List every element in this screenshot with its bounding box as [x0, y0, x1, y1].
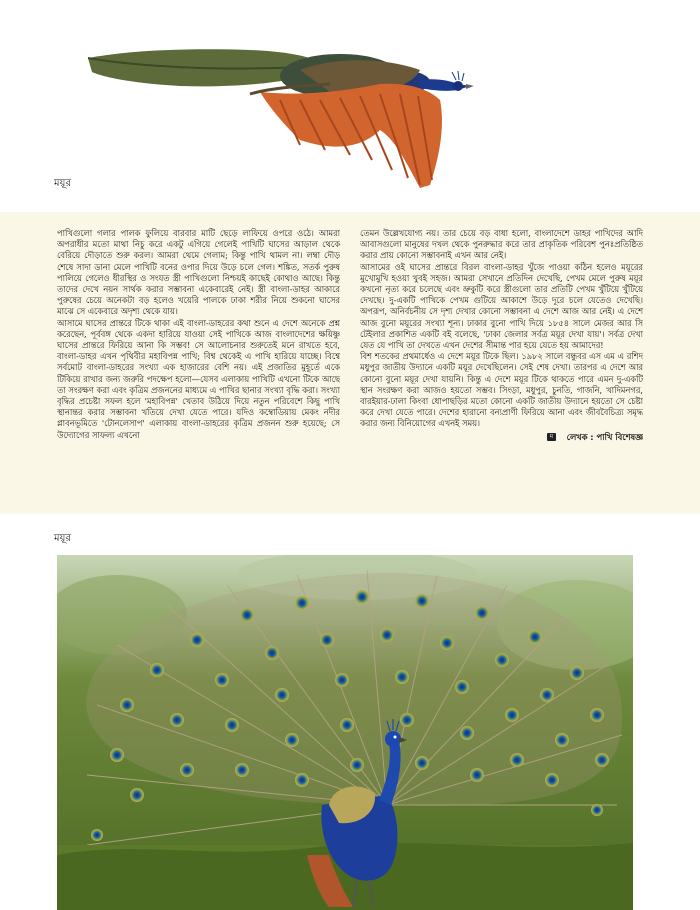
paragraph: বিশ শতকের প্রথমার্ধেও এ দেশে ময়ূর টিকে ছিল। ১৯৮২ সালে বন্ধুবর এস এম এ রশিদ মধুপুর জাতীয় উদ্যানে একটি ময়ূর দেখেছিলেন। সেই শেষ দেখা। তারপর এ দেশে আর কোনো বুনো ময়ূর দেখা যায়নি। কিন্তু এ দেশে ময়ূর টিকে থাকতে পারে এমন দু-একটি স্থান সংরক্ষণ করা আজও হয়তো সম্ভব। সিংড়া, মধুপুর, চুনতি, গাজনি, খাদিমনগর, বারইয়ার-ঢালা কিংবা ধোপাছড়ির মতো কোনো একটি জাতীয় উদ্যানে হয়তো সে চেষ্টা করে দেখা যেতে পারে। দেশের হারানো বন্যপ্রাণী ফিরিয়ে আনা এবং জীববৈচিত্র্য সমৃদ্ধ করার জন্য বিনিয়োগের এখনই সময়। — [360, 351, 643, 429]
article-column-left — [57, 228, 340, 513]
flying-peacock-illustration — [0, 0, 700, 212]
article-end — [360, 432, 643, 443]
peacock-display-photo — [57, 555, 633, 910]
paragraph: আসামের ওই ঘাসের প্রান্তরে বিরল বাংলা-ডাহর খুঁজে পাওয়া কঠিন হলেও ময়ূরের মুখোমুখি হওয়া খুবই সহজ। আমরা সেখানে প্রতিদিন দেখেছি, পেখম মেলে পুরুষ ময়ূর কখনো নৃত্য করে চলেছে এবং ভ্রুকুটি করে স্ত্রীগুলো তার প্রতিটি পেখম খুঁটিয়ে খুঁটিয়ে দেখছে। দু-একটি পাখিকে পেখম গুটিয়ে আকাশে উড়ে দূরে চলে যেতেও দেখেছি। অপরূপ, অনির্বচনীয় সে দৃশ্য দেখার কোনো সম্ভাবনা এ দেশে আজ আর নেই। এ দেশে আজ বুনো ময়ূরের সংখ্যা শূন্য। ঢাকার বুনো পাখি দিয়ে ১৮৫৪ সালে মেজর আর সি টেইলার প্রকাশিত একটি বই বলেছে, 'ঢাকা জেলার সর্বত্র ময়ূর দেখা যায়'। সর্বত্র দেখা যেত যে পাখি তা দেখতে এখন দেশের সীমান্ত পার হয়ে যেতে হয় আমাদের! — [360, 261, 643, 351]
paragraph: পাখিগুলো গলার পালক ফুলিয়ে বারবার মাটি ছেড়ে লাফিয়ে ওপরে ওঠে। আমরা অপরাধীর মতো মাথা নিচু করে একটু এগিয়ে গেলেই পাখিটি ঘাসের আড়াল থেকে বেরিয়ে দৌড়াতে শুরু করল। আমরা থেমে গেলাম; কিন্তু পাখি থামল না। লম্বা দৌড় শেষে সাদা ডানা মেলে পাখিটি বনের ওপার দিয়ে উড়ে চলে গেল। শঙ্কিত, সতর্ক পুরুষ পালিয়ে গেলেও ধীরস্থির ও সংযত স্ত্রী পাখিগুলো নিশ্চয়ই কাছেই কোথাও আছে। কিন্তু তাদের দেখে নয়ন সার্থক করার সম্ভাবনা একেবারেই নেই। স্ত্রী বাংলা-ডাহর আকারে পুরুষের চেয়ে অনেকটা বড় হলেও খয়েরি পালকে ঢাকা শরীর নিয়ে শুকনো ঘাসের মাঝে সে একেবারে অদৃশ্য থেকে যায়। — [57, 228, 340, 317]
article-column-right — [360, 228, 643, 513]
end-mark-icon: ম — [547, 433, 556, 441]
bottom-photo-caption: ময়ূর — [54, 533, 71, 544]
flying-peacock-photo — [0, 0, 700, 212]
author-credit: লেখক : পাখি বিশেষজ্ঞ — [566, 431, 643, 442]
paragraph: আসামে ঘাসের প্রান্তরে টিকে থাকা এই বাংলা-ডাহরের কথা শুনে এ দেশে অনেকে প্রশ্ন করেছেন, পূর্ববঙ্গ থেকে একদা হারিয়ে যাওয়া সেই পাখিকে আজ বাংলাদেশের ক্ষয়িষ্ণু ঘাসের প্রান্তরে ফিরিয়ে আনা কি সম্ভব! সে আলোচনার শুরুতেই মনে রাখতে হবে, বাংলা-ডাহর এখন পৃথিবীর মহাবিপন্ন পাখি; বিশ্ব থেকেই এ পাখি হারিয়ে যাচ্ছে। বিশ্বে সর্বমোট বাংলা-ডাহরের সংখ্যা এক হাজারের বেশি নয়। এই প্রজাতির মুহূর্তে একে টিকিয়ে রাখার জন্য জরুরি পদক্ষেপ হলো—যেসব এলাকায় পাখিটি এখনো টিকে আছে তা সংরক্ষণ করা এবং কৃত্রিম প্রজননের মাধ্যমে এ পাখির ছানার সংখ্যা বৃদ্ধি করা। সংখ্যা বৃদ্ধির প্রচেষ্টা সফল হলে 'মহাবিপন্ন' খেতাব উঠিয়ে দিয়ে নতুন পরিবেশে কিছু পাখি স্থানান্তর করার সম্ভাবনা খতিয়ে দেখা যেতে পারে। যদিও কম্বোডিয়ায় মেকং নদীর প্লাবনভূমিতে 'টোনলেসাপ' এলাকায় বাংলা-ডাহরের কৃত্রিম প্রজনন শুরু হয়েছে; সে উদ্যোগের সাফল্য এখনো — [57, 317, 340, 440]
article-body — [0, 212, 700, 514]
peacock-display-illustration — [57, 555, 633, 910]
top-photo-caption: ময়ূর — [54, 178, 71, 189]
paragraph: তেমন উল্লেখযোগ্য নয়। তার চেয়ে বড় বাধা হলো, বাংলাদেশে ডাহর পাখিদের আদি আবাসগুলো মানুষের দখল থেকে পুনরুদ্ধার করে তার প্রাকৃতিক পরিবেশ পুনঃপ্রতিষ্ঠিত করার প্রায় কোনো সম্ভাবনাই এখন আর নেই। — [360, 228, 643, 261]
